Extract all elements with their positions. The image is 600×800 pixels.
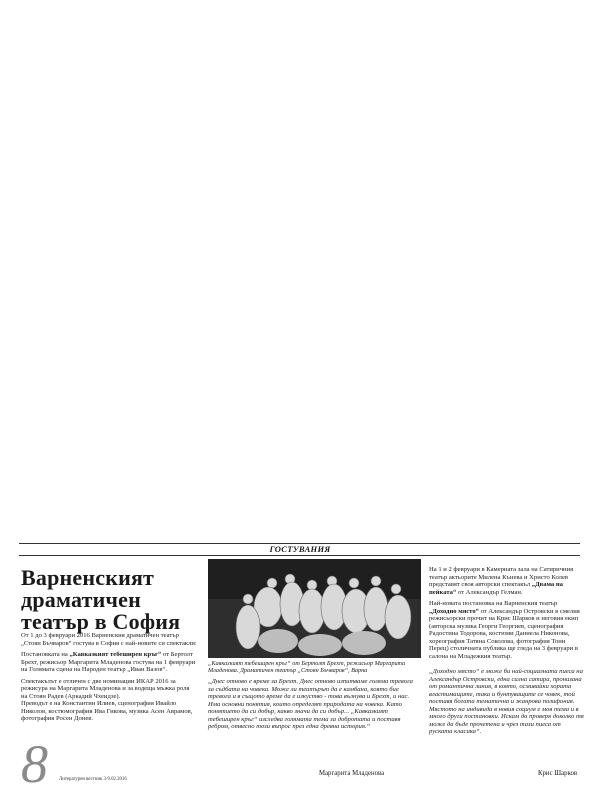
section-label: ГОСТУВАНИЯ [269,544,331,554]
article-column-1 [21,632,197,727]
nominations-paragraph: Спектакълът е отличен с две номинации ИКАР 2016 за режисура на Маргарита Младенова и за водеща мъжка роля на Стоян Радев (Аркадий Чхеидзе). [21,677,190,700]
article-column-2 [208,660,414,735]
issue-footer: Литературен вестник 3-9.02.2016 [59,777,127,782]
stage-photo [208,559,421,658]
satire-theatre-paragraph: На 1 и 2 февруари в Камерната зала на Сатиричния театър актьорите Милена Кънева и Христо Колев представят своя авторски спектакъл „Двама на пейката“ от Александър Гелман. [429,566,574,596]
credits-paragraph: Преводът е на Константин Илиев, сценография Ивайло Николов, костюмография Ива Гикова, музика Асен Аврамов, фотография Росен Донев. [21,700,193,722]
stage-photo-illustration [208,559,421,658]
play-title: „Кавказкият тебеширен кръг“ [69,651,162,658]
photo-caption: „Кавказкият тебеширен кръг“ от Бертолт Брехт, режисьор Маргарита Младенова. Драматичен театър „Стоян Бъчваров“, Варна [208,660,406,674]
director-signature: Маргарита Младенова [319,770,385,777]
article-column-3 [429,566,585,740]
profitable-place-title: „Доходно място“ [429,607,479,615]
sharkov-quote: „Доходно място“ е може би най-социалната пиеса на Александър Островски, една силна сатира, пронизана от романтична линия, в която, осмивайки хората властимащите, така и бунтуващите се човек, той поставя богата тематична и жанрова полифония. Мястото на индивида в новия социум е моя тема и в много други постановки. Искам да проверя доколко тя може да бъде прочетена и чрез тази пиеса от руската класика“. [429,668,584,735]
director-quote: „Днес отново е време за Брехт. Днес отново изпитваме голяма тревога за съдбата на човека. Може ли театърът да е камбана, която бие тревога и в същото време да е изкуство - това вълнува и Брехт, и нас. Има основни понятия, които определят природата на човека. Като понятието да си добър, какво значи да си добър... „Кавказкият тебеширен кръг“ изследва голямата тема за добротата и поставя ребром, отвесно този въпрос през една древна история.“ [208,678,413,730]
play-paragraph: Постановката на „Кавказкият тебеширен кръг“ от Бертолт Брехт, режисьор Маргарита Младенова гостува на 1 февруари на Голямата сцена на Народен театър „Иван Вазов“. [21,651,196,673]
article-title: Варненският драматичен театър в София [21,565,181,634]
intro-paragraph: От 1 до 3 февруари 2016 Варненския драматичен театър „Стоян Бъчваров“ гостува в София с най-новите си спектакли: [21,632,197,647]
bench-play-title: „Двама на пейката“ [429,581,563,596]
new-production-paragraph: Най-новата постановка на Варненския театър „Доходно място“ от Александър Островски в смелия режисьорски прочит на Крис Шарков и неговия екип (авторска музика Георги Георгиев, сценография Радостина Тодорова, костюми Даниела Никонова, хореография Татяна Соколова, фотография Тони Перец) столичната публика ще гледа на 3 февруари в салона на Младежкия театър. [429,600,580,660]
sharkov-signature: Крис Шарков [538,770,578,777]
section-rule [19,555,580,556]
page-number: 8 [21,734,48,794]
